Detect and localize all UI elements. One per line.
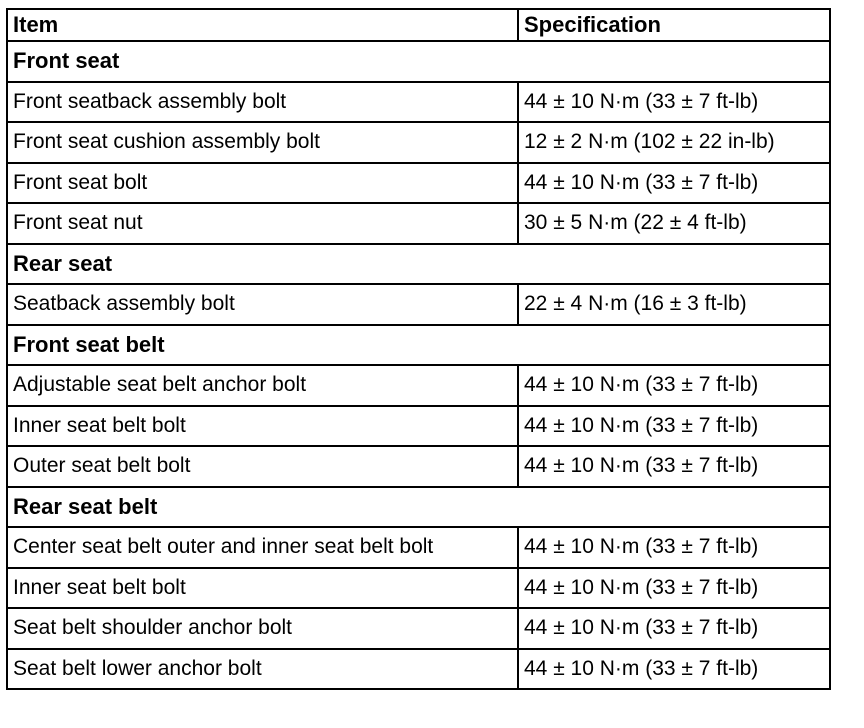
torque-specification-table — [6, 8, 831, 690]
item-cell: Front seat cushion assembly bolt — [7, 122, 518, 163]
table-row — [7, 82, 830, 123]
item-cell: Inner seat belt bolt — [7, 406, 518, 447]
spec-cell: 44 ± 10 N·m (33 ± 7 ft-lb) — [518, 365, 830, 406]
item-cell: Center seat belt outer and inner seat belt bolt — [7, 527, 518, 568]
item-cell: Outer seat belt bolt — [7, 446, 518, 487]
spec-cell: 44 ± 10 N·m (33 ± 7 ft-lb) — [518, 406, 830, 447]
item-cell: Seat belt shoulder anchor bolt — [7, 608, 518, 649]
header-specification: Specification — [518, 9, 830, 41]
item-cell: Front seat nut — [7, 203, 518, 244]
item-cell: Front seat bolt — [7, 163, 518, 204]
item-cell: Front seatback assembly bolt — [7, 82, 518, 123]
spec-cell: 44 ± 10 N·m (33 ± 7 ft-lb) — [518, 608, 830, 649]
spec-cell: 44 ± 10 N·m (33 ± 7 ft-lb) — [518, 568, 830, 609]
section-row — [7, 244, 830, 285]
table-row — [7, 568, 830, 609]
spec-cell: 44 ± 10 N·m (33 ± 7 ft-lb) — [518, 649, 830, 690]
item-cell: Seatback assembly bolt — [7, 284, 518, 325]
section-title-front-seat: Front seat — [7, 41, 830, 82]
spec-cell: 22 ± 4 N·m (16 ± 3 ft-lb) — [518, 284, 830, 325]
table-row — [7, 284, 830, 325]
table-row — [7, 608, 830, 649]
spec-cell: 30 ± 5 N·m (22 ± 4 ft-lb) — [518, 203, 830, 244]
table-row — [7, 365, 830, 406]
header-item: Item — [7, 9, 518, 41]
spec-cell: 12 ± 2 N·m (102 ± 22 in-lb) — [518, 122, 830, 163]
table-row — [7, 163, 830, 204]
spec-cell: 44 ± 10 N·m (33 ± 7 ft-lb) — [518, 527, 830, 568]
section-title-front-seat-belt: Front seat belt — [7, 325, 830, 366]
section-title-rear-seat: Rear seat — [7, 244, 830, 285]
table-row — [7, 203, 830, 244]
table-row — [7, 406, 830, 447]
table-row — [7, 446, 830, 487]
section-row — [7, 487, 830, 528]
table-row — [7, 649, 830, 690]
table-header-row — [7, 9, 830, 41]
item-cell: Inner seat belt bolt — [7, 568, 518, 609]
table-row — [7, 122, 830, 163]
spec-cell: 44 ± 10 N·m (33 ± 7 ft-lb) — [518, 163, 830, 204]
item-cell: Adjustable seat belt anchor bolt — [7, 365, 518, 406]
section-row — [7, 41, 830, 82]
section-row — [7, 325, 830, 366]
item-cell: Seat belt lower anchor bolt — [7, 649, 518, 690]
spec-cell: 44 ± 10 N·m (33 ± 7 ft-lb) — [518, 446, 830, 487]
spec-cell: 44 ± 10 N·m (33 ± 7 ft-lb) — [518, 82, 830, 123]
table-row — [7, 527, 830, 568]
section-title-rear-seat-belt: Rear seat belt — [7, 487, 830, 528]
